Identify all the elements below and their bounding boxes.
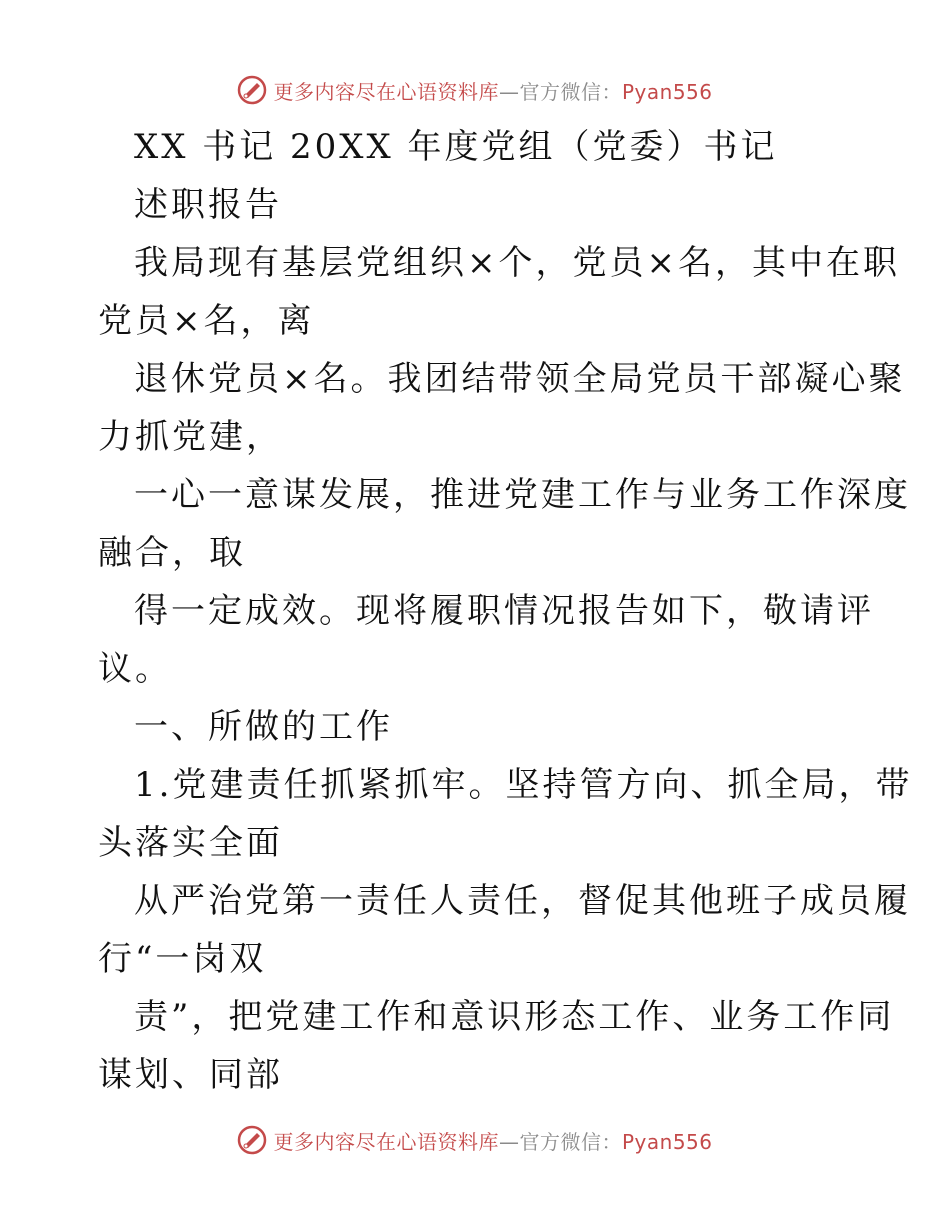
watermark-brand: 更多内容尽在心语资料库 <box>273 79 499 104</box>
document-body <box>0 118 950 1104</box>
text-line: 一心一意谋发展，推进党建工作与业务工作深度 <box>134 475 911 515</box>
logo-icon <box>237 75 267 105</box>
watermark-label: 官方微信： <box>519 79 622 104</box>
text-line: 议。 <box>98 649 172 689</box>
text-line: 头落实全面 <box>98 823 283 863</box>
text-line: 得一定成效。现将履职情况报告如下，敬请评 <box>134 591 874 631</box>
watermark-separator: — <box>498 79 520 104</box>
section-heading: 一、所做的工作 <box>134 707 393 747</box>
watermark-header <box>0 70 950 110</box>
title-line-2: 述职报告 <box>134 185 282 225</box>
watermark-separator: — <box>498 1129 520 1154</box>
text-line: 行“一岗双 <box>98 939 267 979</box>
watermark-label: 官方微信： <box>519 1129 622 1154</box>
text-line: 融合，取 <box>98 533 246 573</box>
text-line: 1.党建责任抓紧抓牢。坚持管方向、抓全局，带 <box>134 765 913 805</box>
text-line: 从严治党第一责任人责任，督促其他班子成员履 <box>134 881 911 921</box>
title-line-1: XX 书记 20XX 年度党组（党委）书记 <box>134 127 778 167</box>
watermark-id: Pyan556 <box>621 79 713 104</box>
text-line: 党员×名，离 <box>98 301 315 341</box>
text-line: 我局现有基层党组织×个，党员×名，其中在职 <box>134 243 900 283</box>
text-line: 谋划、同部 <box>98 1055 283 1095</box>
watermark-brand: 更多内容尽在心语资料库 <box>273 1129 499 1154</box>
text-line: 力抓党建， <box>98 417 283 457</box>
text-line: 退休党员×名。我团结带领全局党员干部凝心聚 <box>134 359 906 399</box>
watermark-text <box>273 76 712 105</box>
watermark-footer <box>0 1120 950 1160</box>
watermark-text <box>273 1126 712 1155</box>
watermark-id: Pyan556 <box>621 1129 713 1154</box>
logo-icon <box>237 1125 267 1155</box>
text-line: 责”，把党建工作和意识形态工作、业务工作同 <box>134 997 895 1037</box>
